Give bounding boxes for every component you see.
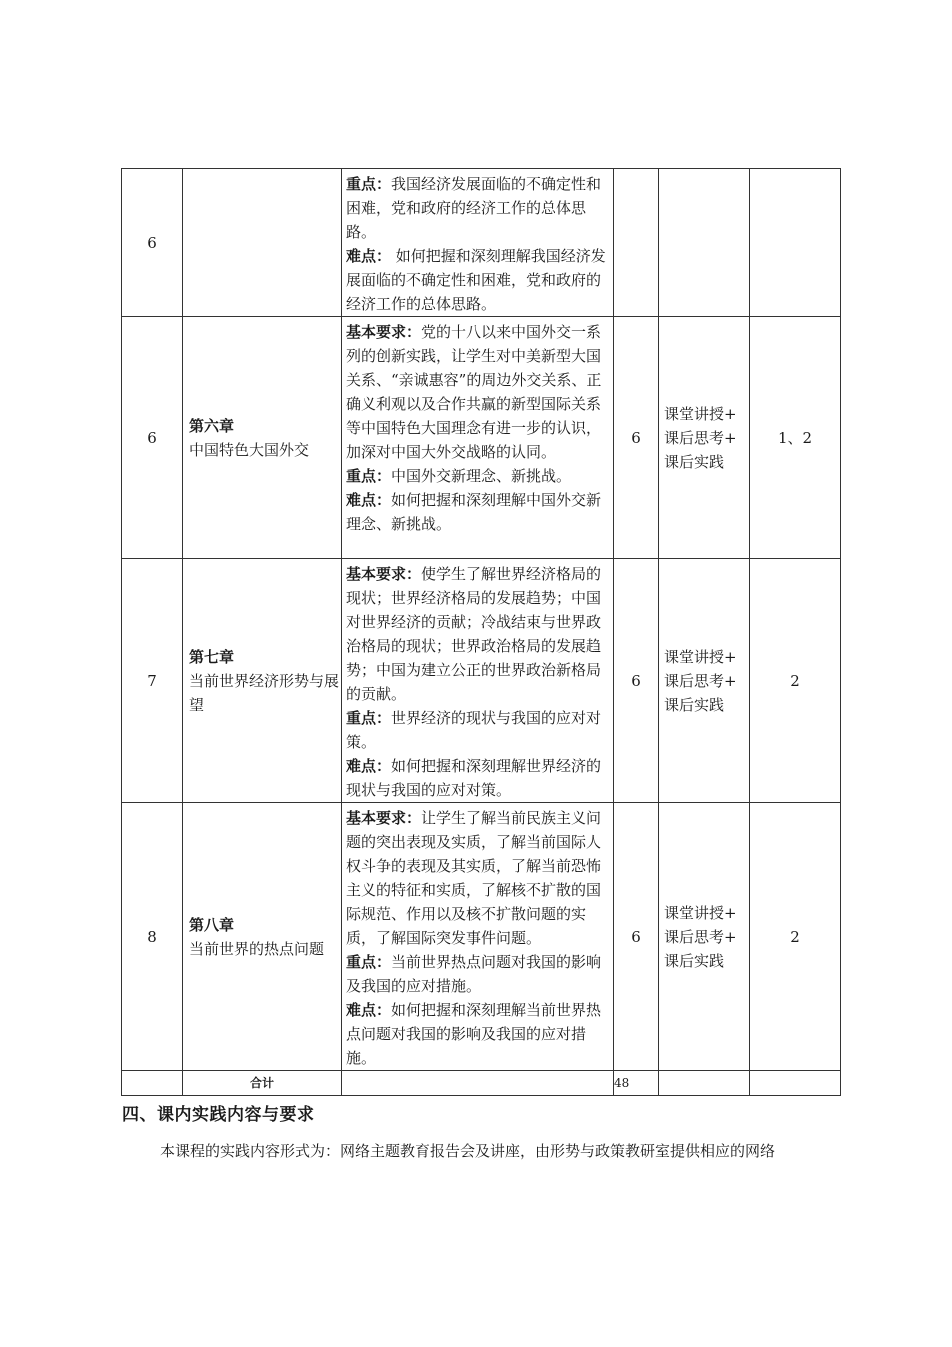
chapter-cell: [183, 317, 342, 559]
objectives-cell: [750, 169, 841, 317]
difficult-point: [346, 488, 609, 536]
chapter-title: 第七章: [189, 647, 235, 666]
key-label: 重点：: [346, 175, 392, 193]
key-text: 当前世界热点问题对我国的影响及我国的应对措施。: [346, 953, 602, 995]
difficult-text: 如何把握和深刻理解世界经济的现状与我国的应对对策。: [346, 757, 602, 799]
basic-requirement: [346, 562, 609, 706]
total-empty-cell: [659, 1071, 750, 1096]
methods-cell: [659, 169, 750, 317]
table-row: [122, 803, 841, 1071]
section-paragraph: 本课程的实践内容形式为：网络主题教育报告会及讲座，由形势与政策教研室提供相应的网络: [160, 1142, 776, 1160]
section-heading: 四、课内实践内容与要求: [122, 1105, 315, 1125]
basic-text: 使学生了解世界经济格局的现状；世界经济格局的发展趋势；中国对世界经济的贡献；冷战结束与世界政治格局的现状；世界政治格局的发展趋势；中国为建立公正的世界政治新格局的贡献。: [346, 565, 602, 703]
difficult-label: 难点：: [346, 757, 392, 775]
row-number: 8: [122, 803, 183, 1071]
key-label: 重点：: [346, 467, 392, 485]
method-item: 课后思考+: [664, 428, 737, 447]
difficult-label: 难点：: [346, 1001, 392, 1019]
methods-cell: [659, 803, 750, 1071]
row-number: 6: [122, 169, 183, 317]
difficult-text: 如何把握和深刻理解中国外交新理念、新挑战。: [346, 491, 602, 533]
chapter-cell: [183, 169, 342, 317]
requirements-cell: [342, 169, 614, 317]
method-item: 课后实践: [664, 452, 725, 471]
row-number: 6: [122, 317, 183, 559]
key-point: [346, 172, 609, 244]
key-label: 重点：: [346, 953, 392, 971]
table-row: [122, 317, 841, 559]
basic-label: 基本要求：: [346, 565, 422, 583]
chapter-name: 当前世界经济形势与展望: [189, 671, 340, 714]
syllabus-table: [121, 168, 841, 1096]
table-row: [122, 169, 841, 317]
basic-label: 基本要求：: [346, 809, 422, 827]
requirements-cell: [342, 803, 614, 1071]
key-text: 世界经济的现状与我国的应对对策。: [346, 709, 602, 751]
basic-text: 党的十八以来中国外交一系列的创新实践，让学生对中美新型大国关系、“亲诚惠容”的周边外交关系、正确义利观以及合作共赢的新型国际关系等中国特色大国理念有进一步的认识，加深对中国大外交战略的认同。: [346, 323, 602, 461]
chapter-name: 中国特色大国外交: [189, 440, 310, 459]
basic-requirement: [346, 806, 609, 950]
chapter-title: 第八章: [189, 915, 235, 934]
basic-label: 基本要求：: [346, 323, 422, 341]
row-number: 7: [122, 559, 183, 803]
chapter-title: 第六章: [189, 416, 235, 435]
chapter-cell: [183, 559, 342, 803]
method-item: 课堂讲授+: [664, 647, 737, 666]
total-hours: 48: [614, 1071, 659, 1096]
chapter-cell: [183, 803, 342, 1071]
difficult-text: 如何把握和深刻理解我国经济发展面临的不确定性和困难，党和政府的经济工作的总体思路。: [346, 247, 606, 313]
methods-cell: [659, 559, 750, 803]
methods-cell: [659, 317, 750, 559]
key-text: 中国外交新理念、新挑战。: [391, 467, 572, 485]
hours-cell: 6: [614, 317, 659, 559]
objectives-cell: 1、2: [750, 317, 841, 559]
objectives-cell: 2: [750, 559, 841, 803]
basic-requirement: [346, 320, 609, 464]
difficult-text: 如何把握和深刻理解当前世界热点问题对我国的影响及我国的应对措施。: [346, 1001, 602, 1067]
chapter-name: 当前世界的热点问题: [189, 939, 325, 958]
difficult-point: [346, 244, 609, 316]
total-empty-cell: [122, 1071, 183, 1096]
requirements-cell: [342, 559, 614, 803]
difficult-label: 难点：: [346, 247, 392, 265]
key-point: [346, 464, 609, 488]
method-item: 课堂讲授+: [664, 903, 737, 922]
hours-cell: [614, 169, 659, 317]
total-empty-cell: [342, 1071, 614, 1096]
hours-cell: 6: [614, 803, 659, 1071]
method-item: 课后实践: [664, 951, 725, 970]
difficult-label: 难点：: [346, 491, 392, 509]
objectives-cell: 2: [750, 803, 841, 1071]
key-label: 重点：: [346, 709, 392, 727]
method-item: 课后思考+: [664, 671, 737, 690]
requirements-cell: [342, 317, 614, 559]
difficult-point: [346, 754, 609, 802]
difficult-point: [346, 998, 609, 1070]
total-row: [122, 1071, 841, 1096]
total-empty-cell: [750, 1071, 841, 1096]
hours-cell: 6: [614, 559, 659, 803]
basic-text: 让学生了解当前民族主义问题的突出表现及实质，了解当前国际人权斗争的表现及其实质，了解当前恐怖主义的特征和实质，了解核不扩散的国际规范、作用以及核不扩散问题的实质，了解国际突发事件问题。: [346, 809, 602, 947]
total-label: 合计: [183, 1071, 342, 1096]
key-point: [346, 706, 609, 754]
method-item: 课堂讲授+: [664, 404, 737, 423]
key-text: 我国经济发展面临的不确定性和困难，党和政府的经济工作的总体思路。: [346, 175, 602, 241]
method-item: 课后思考+: [664, 927, 737, 946]
key-point: [346, 950, 609, 998]
table-row: [122, 559, 841, 803]
method-item: 课后实践: [664, 695, 725, 714]
